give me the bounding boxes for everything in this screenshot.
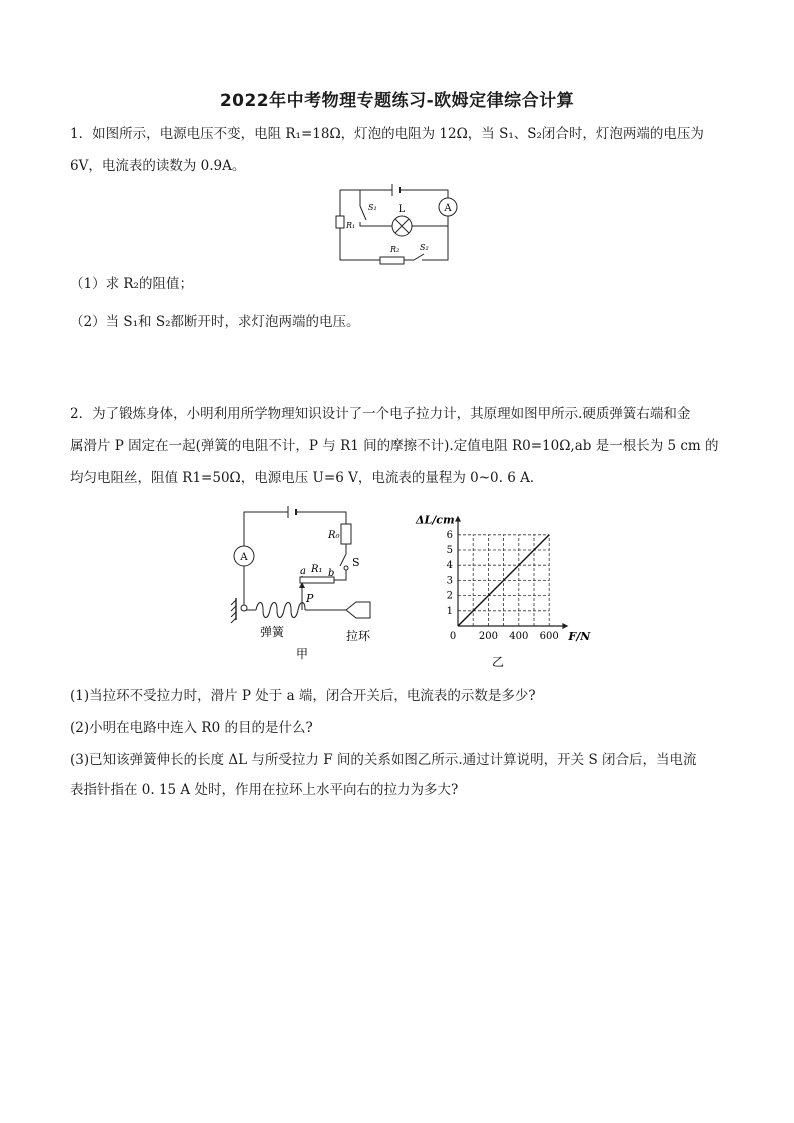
pull-ring-label: 拉环 <box>346 629 371 643</box>
r1-label: R₁ <box>346 221 356 230</box>
figure-caption-jia: 甲 <box>296 647 309 661</box>
spring-coil <box>256 603 305 618</box>
x-axis-label: F/N <box>568 630 591 643</box>
y-tick-label: 5 <box>446 545 453 556</box>
spring-label: 弹簧 <box>260 625 285 639</box>
x-tick-label: 400 <box>509 631 529 642</box>
x-axis-arrow <box>562 623 568 629</box>
label-a: a <box>300 566 306 577</box>
s1-label: S₁ <box>368 203 377 212</box>
y-tick-label: 6 <box>446 529 453 541</box>
q1-text-line-2: 6V，电流表的读数为 0.9A。 <box>70 158 246 174</box>
y-axis-arrow <box>455 516 461 522</box>
x-tick-label: 200 <box>478 631 498 642</box>
resistor-r0 <box>341 524 351 544</box>
figure-caption-yi: 乙 <box>492 655 505 669</box>
q2-figure-jia <box>222 498 412 668</box>
q2-sub-question-3-line-2: 表指针指在 0. 15 A 处时，作用在拉环上水平向右的拉力为多大? <box>70 782 459 798</box>
y-tick-label: 2 <box>446 590 453 602</box>
q2-text-line-1: 2．为了锻炼身体，小明利用所学物理知识设计了一个电子拉力计，其原理如图甲所示.硬质弹簧右端和金 <box>70 406 691 422</box>
pull-ring-icon <box>346 602 370 618</box>
x-tick-label: 600 <box>539 631 559 642</box>
resistor-r1 <box>336 216 344 228</box>
q1-sub-question-1: （1）求 R₂的阻值； <box>70 276 193 292</box>
r0-label: R₀ <box>328 530 340 541</box>
lamp-label: L <box>398 204 406 215</box>
q1-circuit-diagram <box>330 176 470 268</box>
q2-sub-question-1: (1)当拉环不受拉力时，滑片 P 处于 a 端，闭合开关后，电流表的示数是多少? <box>70 688 536 704</box>
ammeter-label: A <box>240 552 248 563</box>
s2-label: S₂ <box>420 243 429 252</box>
r2-label: R₂ <box>390 245 400 254</box>
y-tick-label: 4 <box>446 560 453 572</box>
y-axis-label: ΔL/cm <box>416 513 455 527</box>
q1-text-line-1: 1．如图所示，电源电压不变，电阻 R₁=18Ω，灯泡的电阻为 12Ω，当 S₁、S₂闭合时，灯泡两端的电压为 <box>70 126 704 142</box>
q2-figure-yi-chart <box>410 494 600 670</box>
q2-text-line-3: 均匀电阻丝，阻值 R1=50Ω，电源电压 U=6 V，电流表的量程为 0~0. 6 A． <box>70 470 544 486</box>
page-title: 2022年中考物理专题练习-欧姆定律综合计算 <box>219 91 575 111</box>
ammeter-label: A <box>444 203 452 214</box>
y-tick-label: 3 <box>446 575 453 587</box>
q2-text-line-2: 属滑片 P 固定在一起(弹簧的电阻不计，P 与 R1 间的摩擦不计).定值电阻 R0=10Ω,ab 是一根长为 5 cm 的 <box>70 438 719 454</box>
switch-s-blade <box>340 554 346 566</box>
label-b: b <box>328 568 335 579</box>
q2-sub-question-2: (2)小明在电路中连入 R0 的目的是什么? <box>70 720 313 736</box>
label-p: P <box>306 592 314 605</box>
r1-label: R₁ <box>311 564 323 575</box>
q2-sub-question-3-line-1: (3)已知该弹簧伸长的长度 ΔL 与所受拉力 F 间的关系如图乙所示.通过计算说明，开关 S 闭合后，当电流 <box>70 752 697 768</box>
origin-label: 0 <box>449 631 457 642</box>
q1-sub-question-2: （2）当 S₁和 S₂都断开时，求灯泡两端的电压。 <box>70 314 360 330</box>
switch-s1-blade <box>360 206 366 220</box>
resistor-r2 <box>380 257 404 264</box>
switch-s2-blade <box>414 254 424 260</box>
y-tick-label: 1 <box>446 605 453 617</box>
s-label: S <box>352 556 360 569</box>
